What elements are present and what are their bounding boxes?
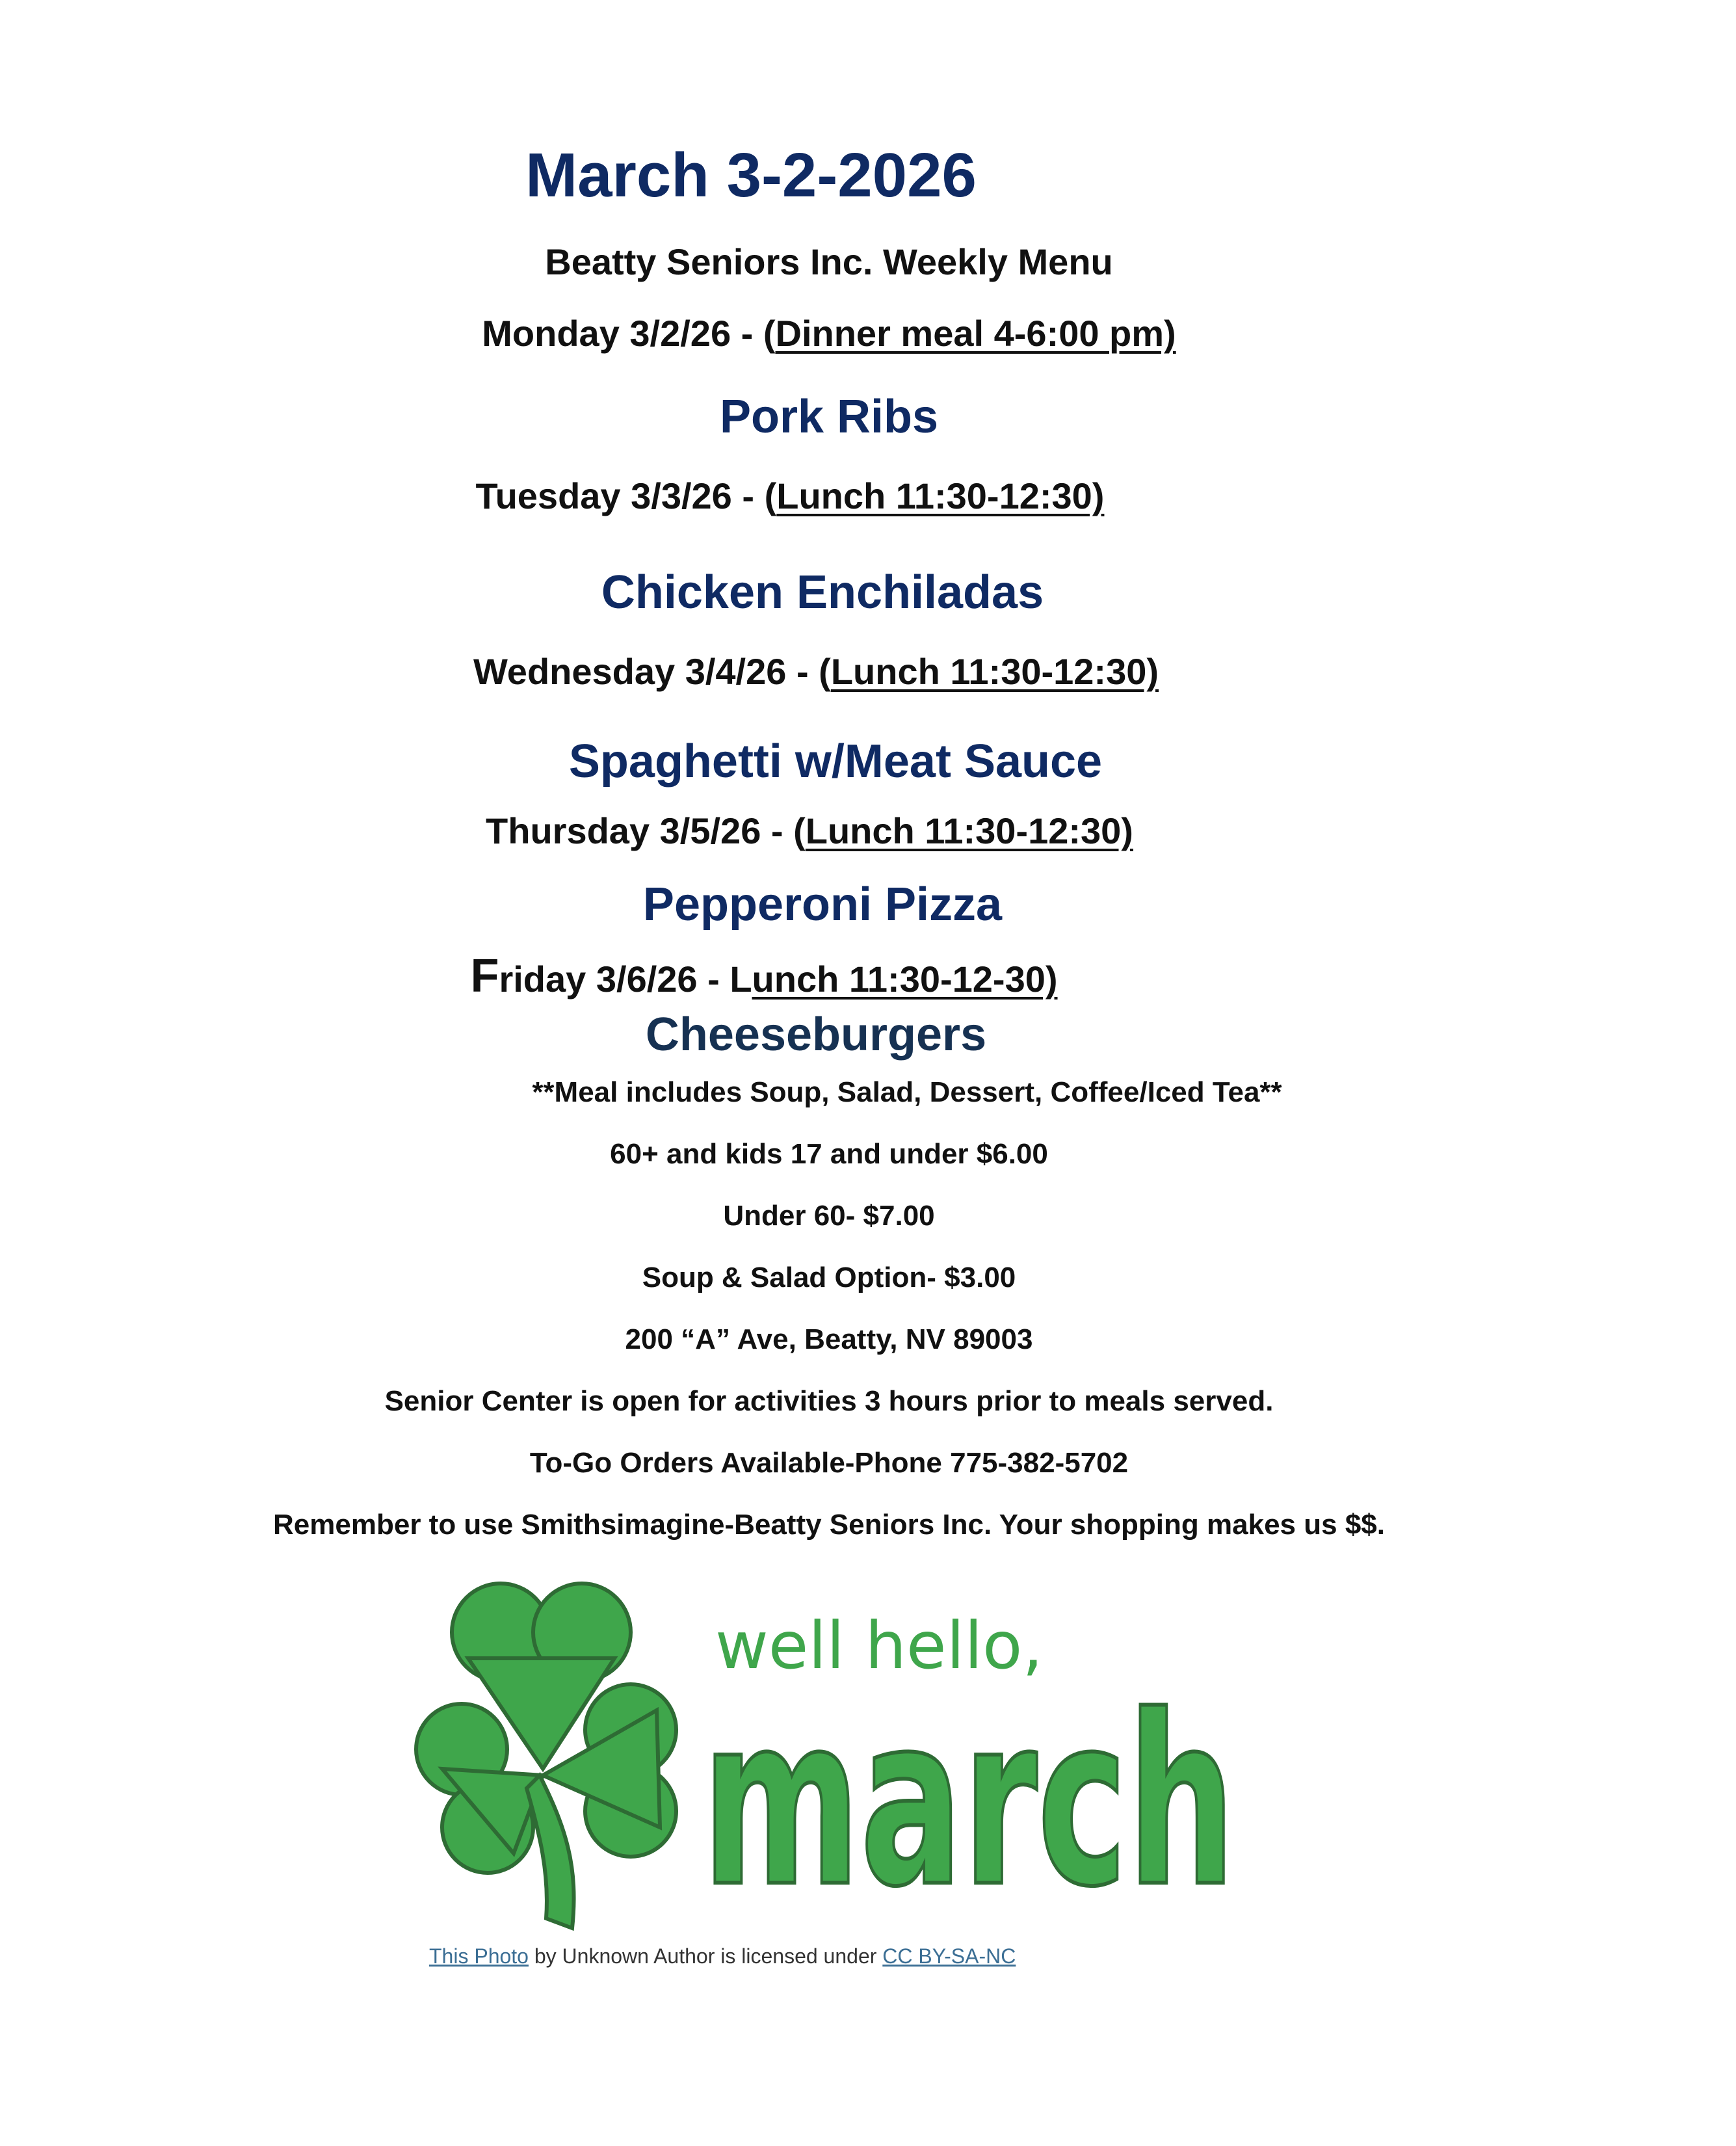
- smiths-reminder: Remember to use Smithsimagine-Beatty Seniors Inc. Your shopping makes us $$.: [273, 1509, 1385, 1541]
- photo-credit: [429, 1944, 1016, 1968]
- dish-thursday: Pepperoni Pizza: [642, 879, 1003, 931]
- center-hours: Senior Center is open for activities 3 hours prior to meals served.: [384, 1385, 1274, 1417]
- day-heading-thursday: [0, 810, 1638, 852]
- day-label: Tuesday 3/3/26 -: [475, 475, 765, 516]
- license-link[interactable]: CC BY-SA-NC: [882, 1944, 1016, 1968]
- price-under-60: Under 60- $7.00: [723, 1200, 935, 1232]
- well-hello-text: well hello,: [715, 1608, 1044, 1684]
- day-label: Monday 3/2/26 -: [482, 313, 763, 354]
- dish-monday: Pork Ribs: [719, 391, 939, 443]
- dish-tuesday: Chicken Enchiladas: [601, 566, 1044, 618]
- price-senior: 60+ and kids 17 and under $6.00: [610, 1138, 1048, 1170]
- meal-time: Dinner meal 4-6:00 pm): [775, 313, 1176, 354]
- credit-text: by Unknown Author is licensed under: [528, 1944, 883, 1968]
- meal-time: Lunch 11:30-12:30): [776, 475, 1105, 516]
- meal-time: unch 11:30-12-30): [752, 959, 1058, 1000]
- day-label: riday 3/6/26 - L: [499, 959, 752, 1000]
- day-heading-tuesday: [0, 475, 1619, 517]
- photo-link[interactable]: This Photo: [429, 1944, 529, 1968]
- dish-friday: Cheeseburgers: [645, 1009, 987, 1061]
- march-text: march: [702, 1665, 1235, 1938]
- paren: (: [764, 475, 777, 516]
- paren: (: [793, 810, 806, 851]
- shamrock-march-illustration: [416, 1554, 1248, 1938]
- page-title: March 3-2-2026: [525, 140, 977, 210]
- first-letter: F: [470, 950, 499, 1002]
- day-label: Thursday 3/5/26 -: [486, 810, 794, 851]
- paren: (: [819, 651, 831, 692]
- to-go-orders: To-Go Orders Available-Phone 775-382-5702: [529, 1447, 1129, 1479]
- day-heading-monday: [0, 312, 1658, 354]
- shamrock-icon: [416, 1583, 676, 1928]
- menu-subtitle: Beatty Seniors Inc. Weekly Menu: [545, 241, 1113, 282]
- meal-includes: **Meal includes Soup, Salad, Dessert, Coffee/Iced Tea**: [532, 1076, 1282, 1108]
- day-heading-wednesday: [0, 650, 1645, 693]
- soup-salad-option: Soup & Salad Option- $3.00: [642, 1262, 1016, 1293]
- address: 200 “A” Ave, Beatty, NV 89003: [625, 1323, 1033, 1355]
- paren: (: [763, 313, 776, 354]
- dish-wednesday: Spaghetti w/Meat Sauce: [568, 735, 1103, 788]
- meal-time: Lunch 11:30-12:30): [830, 651, 1159, 692]
- day-heading-friday: [0, 949, 1593, 1003]
- day-label: Wednesday 3/4/26 -: [473, 651, 819, 692]
- meal-time: Lunch 11:30-12:30): [805, 810, 1133, 851]
